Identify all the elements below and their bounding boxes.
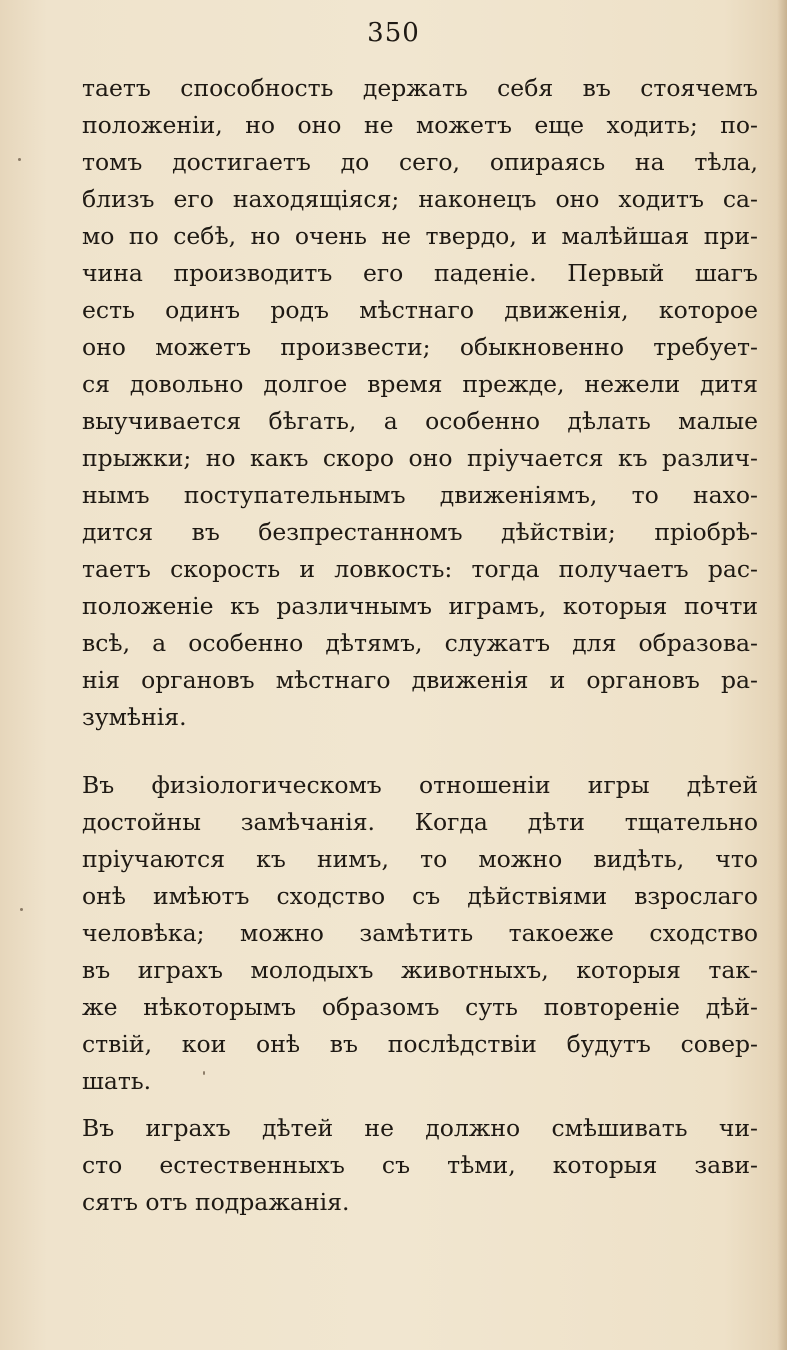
text-line: всѣ, а особенно дѣтямъ, служатъ для образова- bbox=[82, 629, 758, 657]
text-line: прыжки; но какъ скоро оно пріучается къ различ- bbox=[82, 444, 758, 472]
text-line: томъ достигаетъ до сего, опираясь на тѣла, bbox=[82, 148, 758, 176]
text-line: шать. bbox=[82, 1067, 152, 1095]
paragraph-2 bbox=[82, 767, 758, 1100]
text-line: положеніи, но оно не можетъ еще ходить; по- bbox=[82, 111, 758, 139]
paper-speck bbox=[20, 908, 23, 911]
paper-speck bbox=[203, 1071, 205, 1075]
paragraph-1 bbox=[82, 70, 758, 736]
paragraph-3 bbox=[82, 1110, 758, 1221]
text-line: чина производитъ его паденіе. Первый шагъ bbox=[82, 259, 758, 287]
text-line: Въ играхъ дѣтей не должно смѣшивать чи- bbox=[82, 1114, 758, 1142]
text-line: же нѣкоторымъ образомъ суть повтореніе дѣй- bbox=[82, 993, 758, 1021]
text-line: дится въ безпрестанномъ дѣйствіи; пріобрѣ- bbox=[82, 518, 758, 546]
text-line: нымъ поступательнымъ движеніямъ, то нахо- bbox=[82, 481, 758, 509]
text-line: выучивается бѣгать, а особенно дѣлать малые bbox=[82, 407, 758, 435]
text-line: таетъ способность держать себя въ стоячемъ bbox=[82, 74, 758, 102]
text-line: ся довольно долгое время прежде, нежели дитя bbox=[82, 370, 758, 398]
text-line: нія органовъ мѣстнаго движенія и органовъ ра- bbox=[82, 666, 758, 694]
text-line: оно можетъ произвести; обыкновенно требует- bbox=[82, 333, 758, 361]
text-line: въ играхъ молодыхъ животныхъ, которыя так- bbox=[82, 956, 758, 984]
page-number: 350 bbox=[367, 18, 420, 48]
text-line: пріучаются къ нимъ, то можно видѣть, что bbox=[82, 845, 758, 873]
text-line: ствій, кои онѣ въ послѣдствіи будутъ совер- bbox=[82, 1030, 758, 1058]
text-line: есть одинъ родъ мѣстнаго движенія, которое bbox=[82, 296, 758, 324]
text-line: таетъ скорость и ловкость: тогда получаетъ рас- bbox=[82, 555, 758, 583]
text-line: мо по себѣ, но очень не твердо, и малѣйшая при- bbox=[82, 222, 758, 250]
text-line: Въ физіологическомъ отношеніи игры дѣтей bbox=[82, 771, 758, 799]
text-line: сто естественныхъ съ тѣми, которыя зави- bbox=[82, 1151, 758, 1179]
text-line: сятъ отъ подражанія. bbox=[82, 1188, 350, 1216]
paper-speck bbox=[18, 158, 21, 161]
text-line: человѣка; можно замѣтить такоеже сходство bbox=[82, 919, 758, 947]
page-edge-shadow bbox=[777, 0, 787, 1350]
text-line: положеніе къ различнымъ играмъ, которыя почти bbox=[82, 592, 758, 620]
text-line: близъ его находящіяся; наконецъ оно ходитъ са- bbox=[82, 185, 758, 213]
text-line: онѣ имѣютъ сходство съ дѣйствіями взрослаго bbox=[82, 882, 758, 910]
text-line: достойны замѣчанія. Когда дѣти тщательно bbox=[82, 808, 758, 836]
text-line: зумѣнія. bbox=[82, 703, 187, 731]
